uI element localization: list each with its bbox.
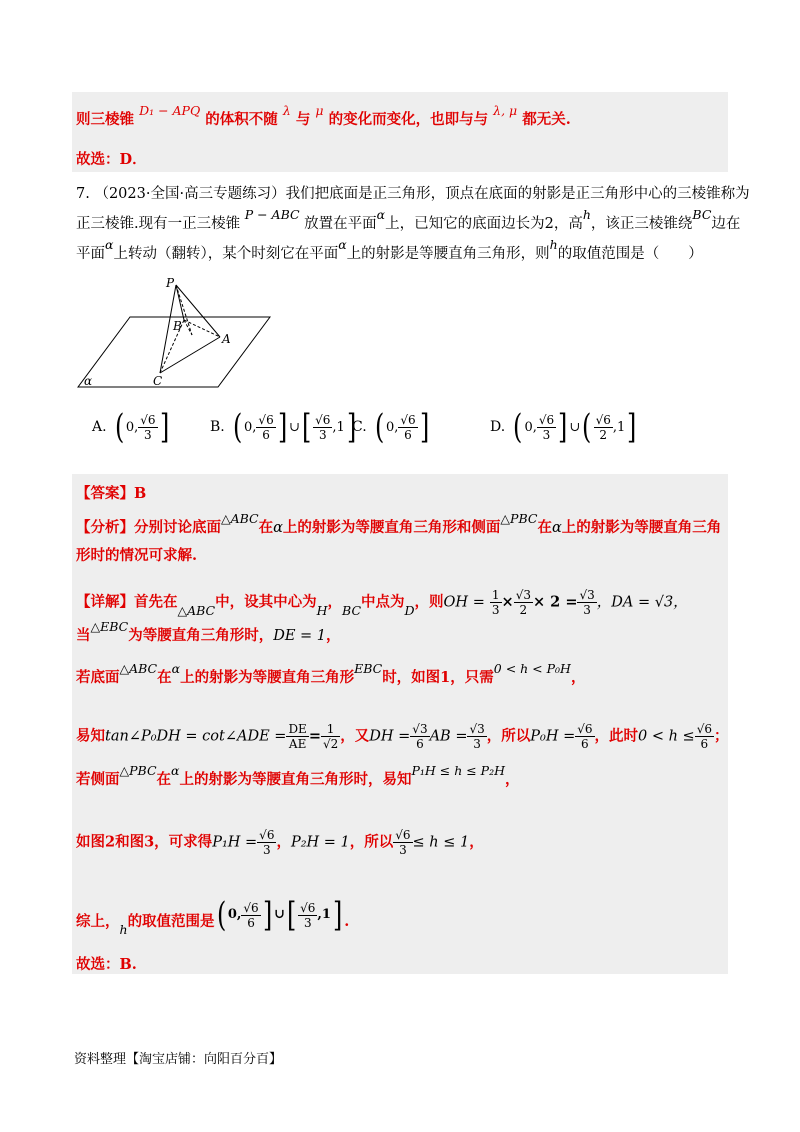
math-alpha: α bbox=[338, 237, 347, 252]
answer-line bbox=[76, 484, 146, 504]
interval: ( 0, $\frac{√6}{6}$ ] bbox=[374, 407, 429, 447]
text: 都无关. bbox=[522, 111, 571, 128]
text: 则三棱锥 bbox=[76, 111, 134, 128]
prev-solution-line bbox=[76, 103, 571, 130]
text: 上，已知它的底面边长为2，高 bbox=[385, 216, 583, 232]
option-label: B. bbox=[210, 419, 225, 435]
text: 的体积不随 bbox=[205, 111, 278, 128]
text: 的变化而变化，也即与与 bbox=[328, 111, 489, 128]
option-label: D. bbox=[490, 419, 506, 435]
math-lambda-mu: λ, μ bbox=[493, 103, 518, 118]
option-a[interactable] bbox=[92, 407, 171, 447]
math-pyramid: P − ABC bbox=[244, 207, 300, 222]
math-alpha: α bbox=[376, 207, 386, 222]
math-h: h bbox=[549, 237, 558, 252]
text: 的取值范围是（ ） bbox=[557, 246, 703, 262]
text: 边在 bbox=[711, 216, 741, 232]
detail-line-6: 如图2和图3，可求得P₁H = $\frac{√6}{3}$ ，P₂H = 1，所以 $\frac{√6}{3}$ ≤ h ≤ 1， bbox=[76, 828, 484, 857]
option-label: C. bbox=[352, 419, 367, 435]
analysis-line-2: 形时的情况可求解. bbox=[76, 547, 198, 564]
text: 0, bbox=[125, 419, 139, 435]
label-alpha: α bbox=[84, 374, 93, 388]
pyramid-figure bbox=[72, 275, 282, 395]
edge-ca bbox=[160, 337, 220, 373]
detail-line-1: 【详解】首先在△ABC中，设其中心为H，BC中点为D，则OH = $\frac{1}{3}$ × $\frac{√3}{2}$ × 2 = $\frac{√3}{3}$ ，DA = √3， bbox=[76, 588, 688, 618]
question-line-1 bbox=[76, 184, 750, 204]
option-b[interactable] bbox=[210, 407, 358, 447]
question-line-2 bbox=[76, 207, 741, 234]
text: 放置在平面 bbox=[304, 216, 377, 232]
text: 上转动（翻转），某个时刻它在平面 bbox=[113, 246, 339, 262]
math-alpha: α bbox=[105, 237, 114, 252]
text: ，该正三棱锥绕 bbox=[590, 216, 693, 232]
interval: ( 0, $\frac{√6}{3}$ ] ∪ ( $\frac{√6}{2}$ ,1 ] bbox=[513, 407, 637, 447]
question-number: 7. bbox=[76, 186, 90, 202]
detail-line-5: 若侧面△PBC在α上的射影为等腰直角三角形时，易知P₁H ≤ h ≤ P₂H， bbox=[76, 763, 520, 788]
edge-bh bbox=[184, 320, 192, 335]
interval: ( 0, $\frac{√6}{6}$ ] ∪ [ $\frac{√6}{3}$ ,1 ] bbox=[232, 407, 357, 447]
footer-note: 资料整理【淘宝店铺：向阳百分百】 bbox=[74, 1052, 283, 1067]
answer-value: B bbox=[134, 485, 147, 502]
label-a: A bbox=[222, 332, 231, 346]
math-lambda: λ bbox=[282, 103, 291, 118]
interval bbox=[113, 407, 171, 447]
label-c: C bbox=[153, 374, 163, 388]
math-h: h bbox=[582, 207, 591, 222]
label-b: B bbox=[173, 319, 182, 333]
question-source: （2023·全国·高三专题练习） bbox=[94, 186, 286, 202]
paren: ( bbox=[114, 407, 124, 447]
math-bc: BC bbox=[692, 207, 712, 222]
answer-tag: 【答案】 bbox=[76, 485, 134, 502]
label-p: P bbox=[166, 276, 175, 290]
final-interval: ( 0, $\frac{√6}{6}$ ] ∪ [ $\frac{√6}{3}$ ,1 ] bbox=[216, 895, 343, 935]
math-d1-apq: D₁ − APQ bbox=[139, 103, 201, 118]
text: 平面 bbox=[76, 246, 105, 262]
analysis-line-1: 【分析】分别讨论底面△ABC在α上的射影为等腰直角三角形和侧面△PBC在α上的射影为等腰直角三角 bbox=[76, 511, 722, 536]
prev-choice: 故选：D． bbox=[76, 151, 147, 168]
final-choice: 故选：B. bbox=[76, 956, 137, 973]
fraction: $\frac{√6}{3}$ bbox=[140, 412, 156, 442]
text: 上的射影是等腰直角三角形，则 bbox=[346, 246, 550, 262]
option-label: A. bbox=[92, 419, 107, 435]
text: 与 bbox=[295, 111, 311, 128]
detail-line-2: 当△EBC为等腰直角三角形时，DE = 1， bbox=[76, 619, 341, 644]
detail-line-3: 若底面△ABC在α上的射影为等腰直角三角形EBC时，如图1，只需0 < h < P₀H， bbox=[76, 661, 586, 686]
detail-line-7: 综上，h的取值范围是 ( 0, $\frac{√6}{6}$ ] ∪ [ $\frac{√6}{3}$ ,1 ] . bbox=[76, 895, 350, 937]
option-c[interactable] bbox=[352, 407, 431, 447]
bracket: ] bbox=[159, 407, 169, 447]
edge-pa bbox=[176, 285, 220, 337]
option-d[interactable] bbox=[490, 407, 639, 447]
question-line-3 bbox=[76, 237, 703, 264]
text: 正三棱锥.现有一正三棱锥 bbox=[76, 216, 241, 232]
detail-line-4: 易知tan∠P₀DH = cot∠ADE = $\frac{DE}{AE}$ = $\frac{1}{√2}$ ，又DH = $\frac{√3}{6}$ AB = $\frac{√3}{3}$ ，所以P₀H = $\frac{√6}{6}$ ，此时0 < h ≤ $\frac{√6}{6}$ ； bbox=[76, 722, 729, 751]
text: 我们把底面是正三角形，顶点在底面的射影是正三角形中心的三棱锥称为 bbox=[285, 186, 750, 202]
math-mu: μ bbox=[315, 103, 324, 118]
